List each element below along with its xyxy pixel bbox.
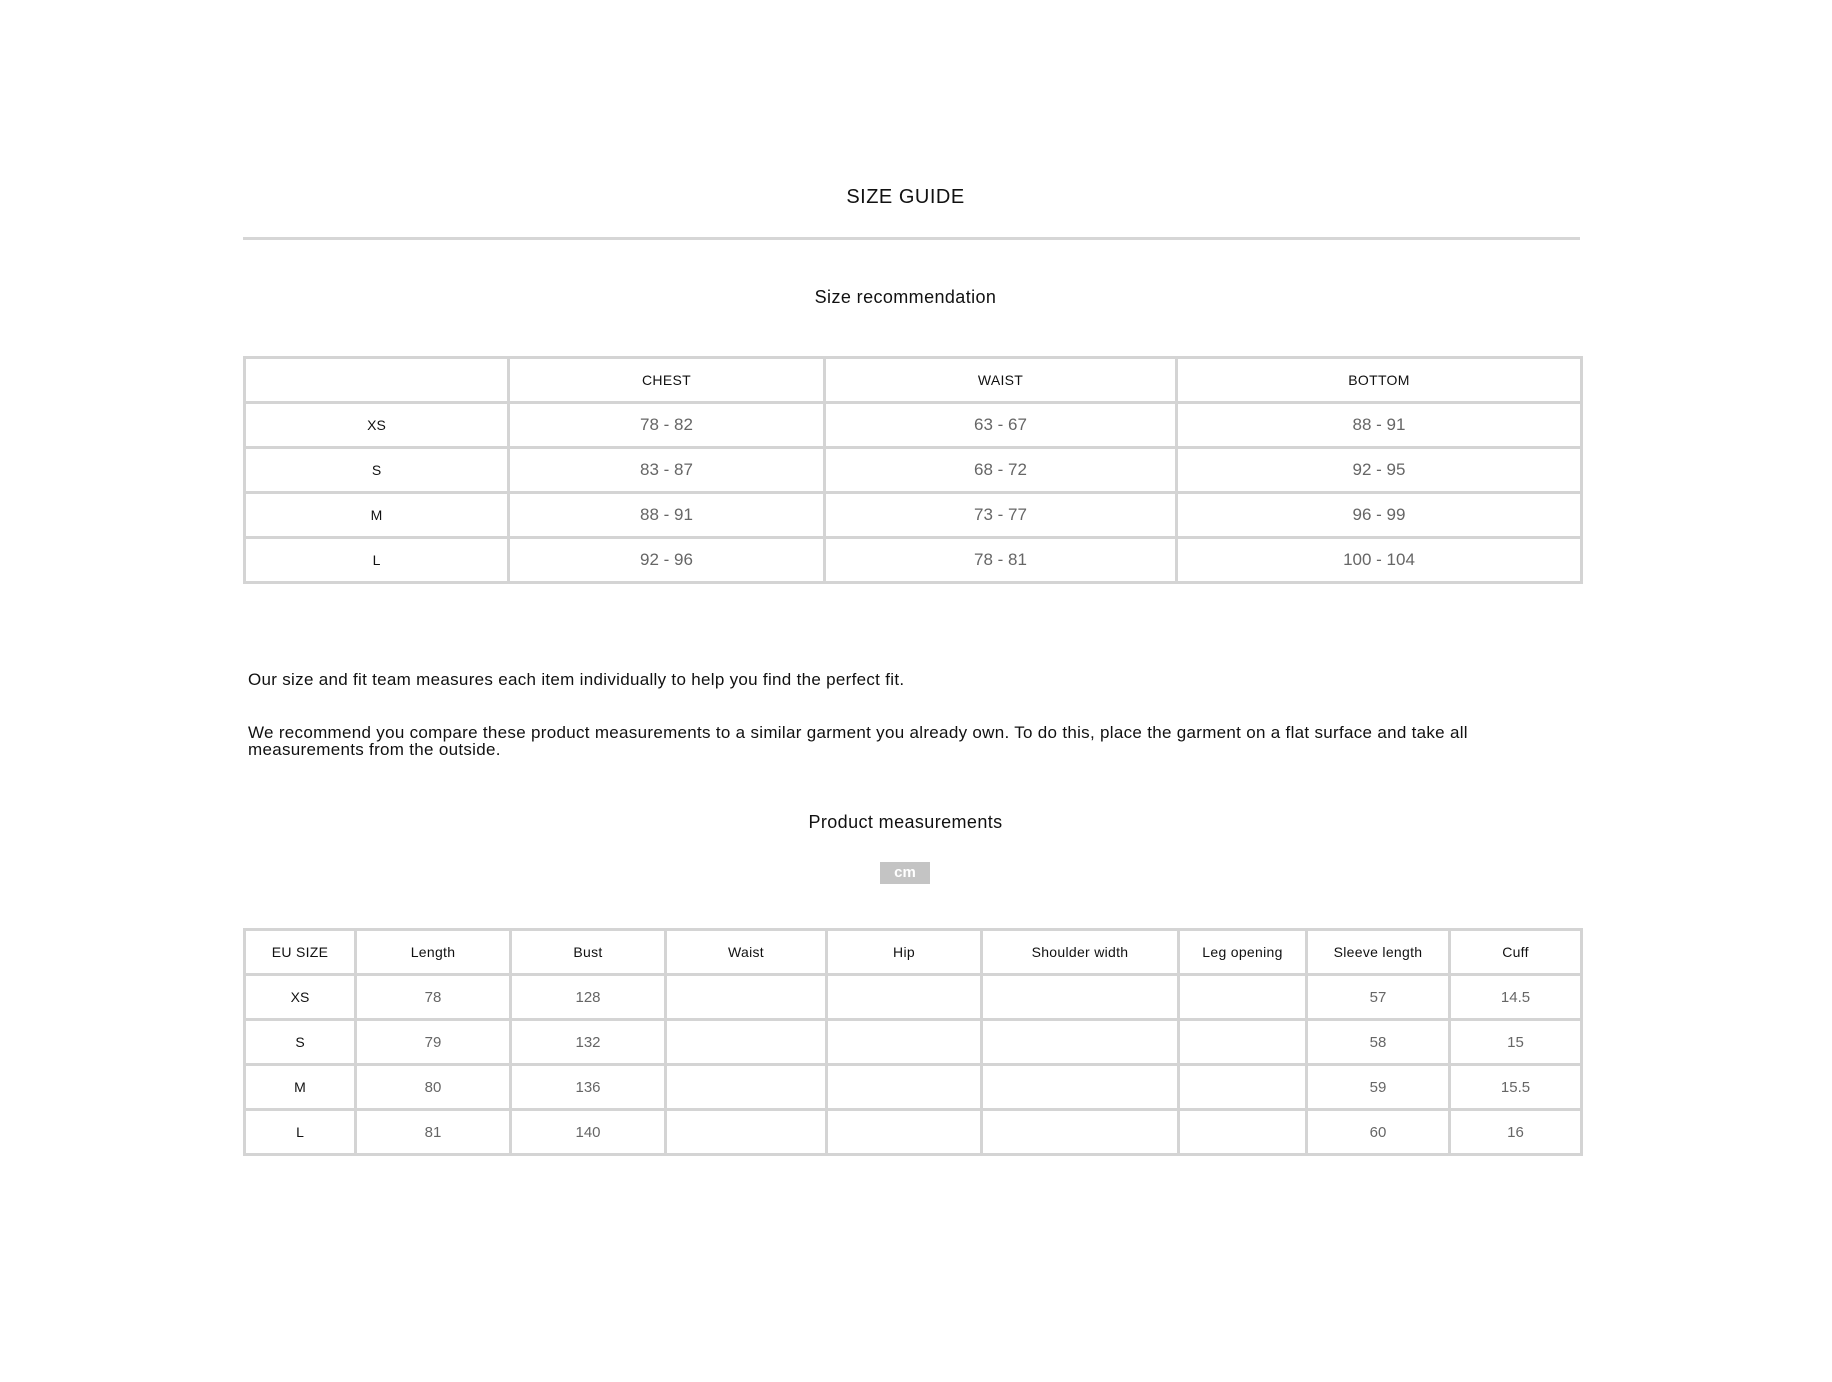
- waist-value: [666, 1065, 827, 1110]
- shoulder-width-value: [982, 1065, 1179, 1110]
- table-row: [245, 403, 1582, 448]
- chest-value: 83 - 87: [509, 448, 825, 493]
- product-measurements-table: [243, 928, 1583, 1156]
- shoulder-width-value: [982, 975, 1179, 1020]
- shoulder-width-value: [982, 1020, 1179, 1065]
- waist-value: 78 - 81: [825, 538, 1177, 583]
- chest-value: 88 - 91: [509, 493, 825, 538]
- length-value: 80: [356, 1065, 511, 1110]
- cuff-value: 15: [1450, 1020, 1582, 1065]
- waist-value: [666, 975, 827, 1020]
- leg-opening-value: [1179, 1065, 1307, 1110]
- column-header-waist: Waist: [666, 930, 827, 975]
- sleeve-length-value: 60: [1307, 1110, 1450, 1155]
- hip-value: [827, 1020, 982, 1065]
- table-header-row: [245, 930, 1582, 975]
- bust-value: 128: [511, 975, 666, 1020]
- size-label: S: [245, 1020, 356, 1065]
- hip-value: [827, 1065, 982, 1110]
- fit-info-text: Our size and fit team measures each item individually to help you find the perfect fit.: [248, 670, 905, 689]
- column-header-sleeve-length: Sleeve length: [1307, 930, 1450, 975]
- cuff-value: 15.5: [1450, 1065, 1582, 1110]
- table-row: [245, 448, 1582, 493]
- table-row: [245, 975, 1582, 1020]
- size-label: S: [245, 448, 509, 493]
- length-value: 78: [356, 975, 511, 1020]
- bottom-value: 96 - 99: [1177, 493, 1582, 538]
- measure-instructions-text: We recommend you compare these product measurements to a similar garment you already own. To do this, place the garment on a flat surface and take all measurements from the outside.: [248, 723, 1468, 759]
- column-header-shoulder-width: Shoulder width: [982, 930, 1179, 975]
- size-label: L: [245, 1110, 356, 1155]
- table-header-row: [245, 358, 1582, 403]
- page-title: SIZE GUIDE: [846, 186, 965, 208]
- waist-value: 68 - 72: [825, 448, 1177, 493]
- cuff-value: 14.5: [1450, 975, 1582, 1020]
- table-row: [245, 1065, 1582, 1110]
- bust-value: 136: [511, 1065, 666, 1110]
- waist-value: [666, 1020, 827, 1065]
- column-header-waist: WAIST: [825, 358, 1177, 403]
- table-row: [245, 493, 1582, 538]
- length-value: 79: [356, 1020, 511, 1065]
- title-divider: [243, 237, 1580, 240]
- hip-value: [827, 1110, 982, 1155]
- shoulder-width-value: [982, 1110, 1179, 1155]
- chest-value: 78 - 82: [509, 403, 825, 448]
- bottom-value: 100 - 104: [1177, 538, 1582, 583]
- leg-opening-value: [1179, 1020, 1307, 1065]
- size-label: M: [245, 1065, 356, 1110]
- size-label: L: [245, 538, 509, 583]
- waist-value: 73 - 77: [825, 493, 1177, 538]
- bottom-value: 88 - 91: [1177, 403, 1582, 448]
- sleeve-length-value: 59: [1307, 1065, 1450, 1110]
- column-header-bust: Bust: [511, 930, 666, 975]
- sleeve-length-value: 58: [1307, 1020, 1450, 1065]
- leg-opening-value: [1179, 975, 1307, 1020]
- waist-value: 63 - 67: [825, 403, 1177, 448]
- product-measurements-heading: Product measurements: [808, 812, 1003, 832]
- unit-toggle-cm[interactable]: cm: [880, 862, 930, 884]
- size-recommendation-table: [243, 356, 1583, 584]
- leg-opening-value: [1179, 1110, 1307, 1155]
- hip-value: [827, 975, 982, 1020]
- waist-value: [666, 1110, 827, 1155]
- table-row: [245, 1110, 1582, 1155]
- cuff-value: 16: [1450, 1110, 1582, 1155]
- column-header-cuff: Cuff: [1450, 930, 1582, 975]
- column-header-length: Length: [356, 930, 511, 975]
- size-recommendation-heading: Size recommendation: [814, 287, 997, 307]
- bust-value: 140: [511, 1110, 666, 1155]
- column-header-hip: Hip: [827, 930, 982, 975]
- size-label: M: [245, 493, 509, 538]
- size-label: XS: [245, 975, 356, 1020]
- column-header-chest: CHEST: [509, 358, 825, 403]
- column-header: [245, 358, 509, 403]
- length-value: 81: [356, 1110, 511, 1155]
- column-header-leg-opening: Leg opening: [1179, 930, 1307, 975]
- chest-value: 92 - 96: [509, 538, 825, 583]
- bust-value: 132: [511, 1020, 666, 1065]
- column-header-bottom: BOTTOM: [1177, 358, 1582, 403]
- table-row: [245, 538, 1582, 583]
- bottom-value: 92 - 95: [1177, 448, 1582, 493]
- table-row: [245, 1020, 1582, 1065]
- sleeve-length-value: 57: [1307, 975, 1450, 1020]
- size-label: XS: [245, 403, 509, 448]
- column-header-eu-size: EU SIZE: [245, 930, 356, 975]
